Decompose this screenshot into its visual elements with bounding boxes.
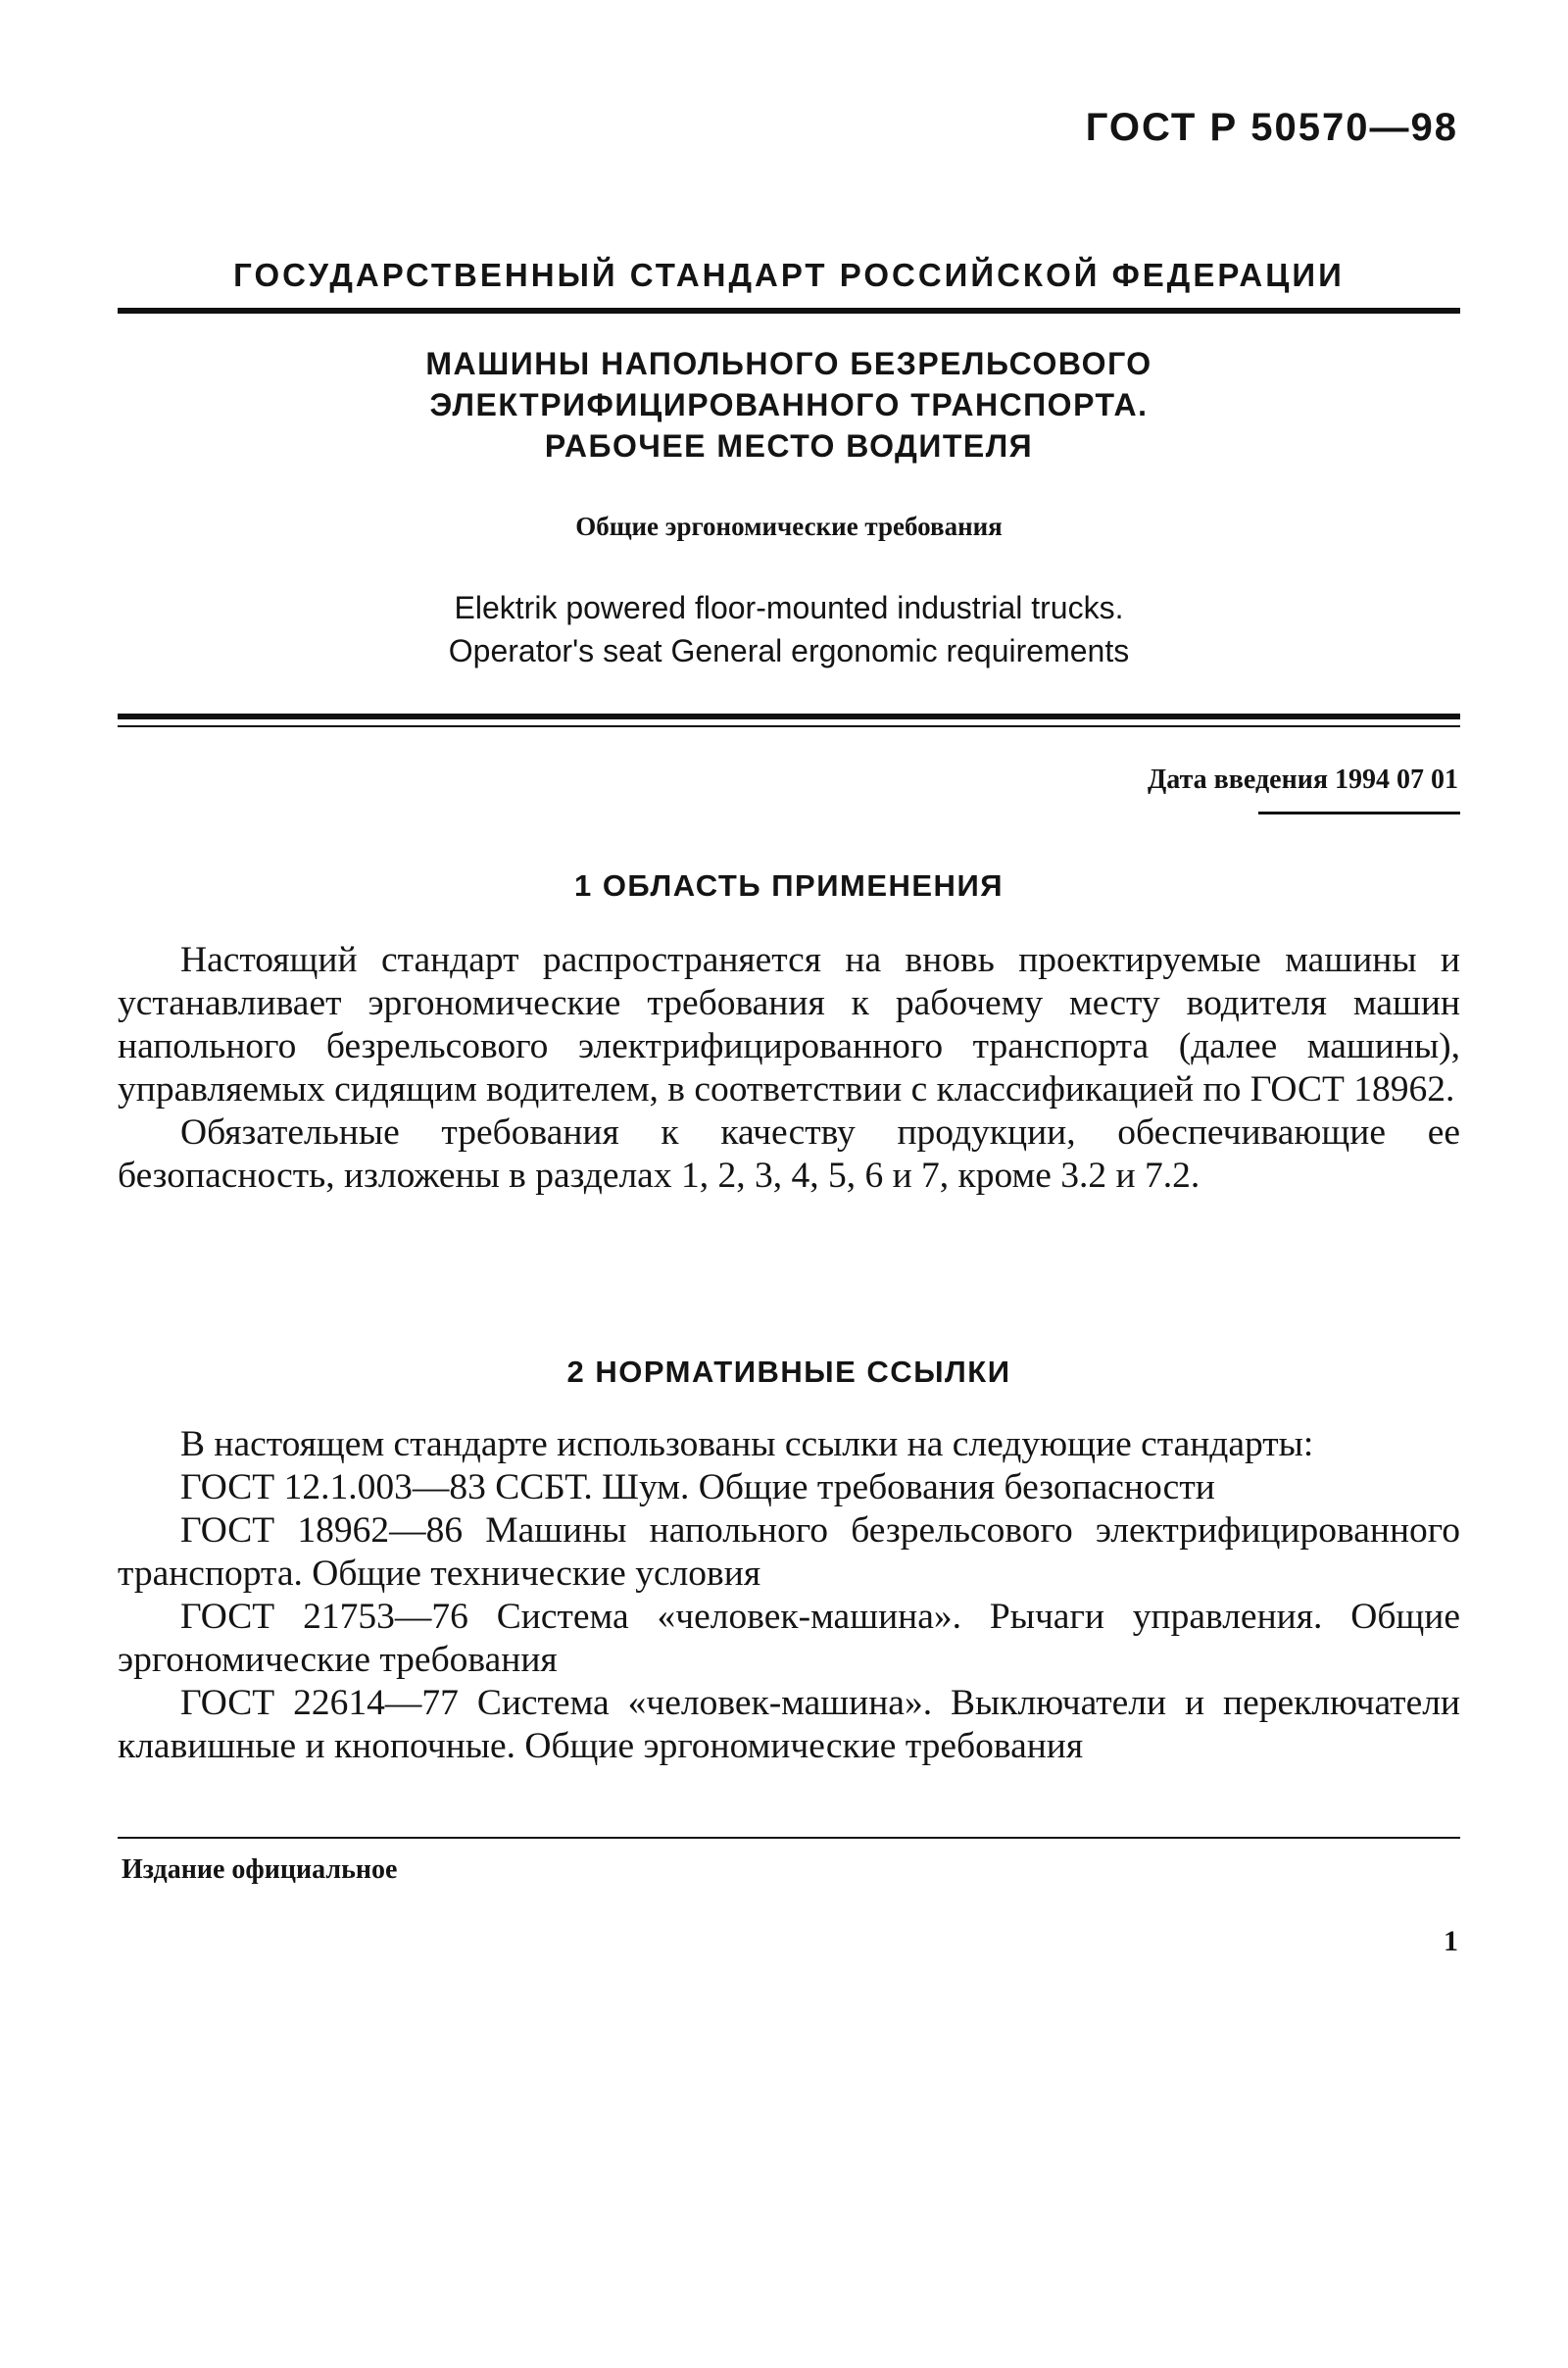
footer-rule: [118, 1837, 1460, 1839]
title-bottom-thin-rule: [118, 725, 1460, 727]
english-title: [118, 586, 1460, 672]
document-subtitle: Общие эргономические требования: [575, 512, 1003, 541]
edition-note: Издание официальное: [122, 1854, 398, 1885]
section-1-paragraph-2: Обязательные требования к качеству продукции, обеспечивающие ее безопасность, изложены в разделах 1, 2, 3, 4, 5, 6 и 7, кроме 3.2 и 7.2.: [118, 1112, 1460, 1196]
reference-item: ГОСТ 12.1.003—83 ССБТ. Шум. Общие требования безопасности: [180, 1467, 1215, 1507]
section-1-heading: 1 ОБЛАСТЬ ПРИМЕНЕНИЯ: [573, 868, 1004, 903]
title-line-1: МАШИНЫ НАПОЛЬНОГО БЕЗРЕЛЬСОВОГО: [425, 346, 1152, 381]
top-thick-rule: [118, 308, 1460, 314]
title-bottom-thick-rule: [118, 714, 1460, 719]
introduction-date: Дата введения 1994 07 01: [1148, 765, 1458, 795]
introduction-date-underline: [1258, 812, 1460, 814]
section-2-body: [118, 1423, 1460, 1768]
state-standard-heading: ГОСУДАРСТВЕННЫЙ СТАНДАРТ РОССИЙСКОЙ ФЕДЕРАЦИИ: [233, 257, 1345, 293]
section-1-paragraph-1: Настоящий стандарт распространяется на вновь проектируемые машины и устанавливает эргономические требования к рабочему месту водителя машин напольного безрельсового электрифицированного транспорта (далее машины), управляемых сидящим водителем, в соответствии с классификацией по ГОСТ 18962.: [118, 940, 1460, 1110]
section-2-intro: В настоящем стандарте использованы ссылки на следующие стандарты:: [180, 1424, 1314, 1464]
title-line-2: ЭЛЕКТРИФИЦИРОВАННОГО ТРАНСПОРТА.: [429, 387, 1149, 422]
reference-item: ГОСТ 22614—77 Система «человек-машина». Выключатели и переключатели клавишные и кнопочные. Общие эргономические требования: [118, 1683, 1460, 1766]
reference-item: ГОСТ 21753—76 Система «человек-машина». Рычаги управления. Общие эргономические требования: [118, 1597, 1460, 1680]
section-1-body: [118, 939, 1460, 1198]
title-line-3: РАБОЧЕЕ МЕСТО ВОДИТЕЛЯ: [544, 428, 1034, 464]
section-2-heading: 2 НОРМАТИВНЫЕ ССЫЛКИ: [566, 1355, 1011, 1389]
english-title-line-1: Elektrik powered floor-mounted industrial trucks.: [454, 590, 1124, 625]
page-number: 1: [1444, 1925, 1458, 1957]
document-title: [118, 343, 1460, 467]
english-title-line-2: Operator's seat General ergonomic requirements: [448, 633, 1130, 668]
reference-item: ГОСТ 18962—86 Машины напольного безрельсового электрифицированного транспорта. Общие технические условия: [118, 1510, 1460, 1594]
document-number: ГОСТ Р 50570—98: [1085, 106, 1458, 149]
